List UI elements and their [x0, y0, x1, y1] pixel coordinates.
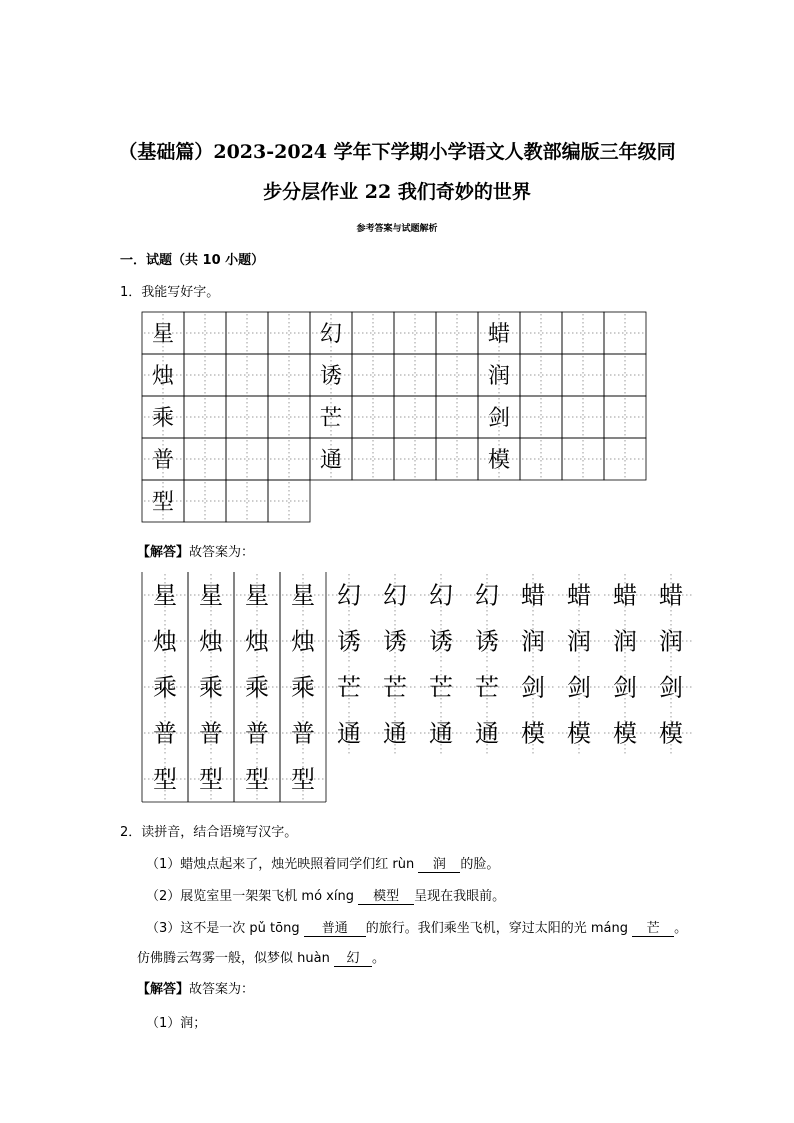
question-2-sentence-2 — [146, 885, 505, 905]
document-title-line-2: 步分层作业 22 我们奇妙的世界 — [263, 181, 531, 203]
sentence-text: 仿佛腾云驾雾一般，似梦似 huàn — [137, 951, 334, 966]
document-title-line-1: （基础篇）2023-2024 学年下学期小学语文人教部编版三年级同 — [118, 141, 676, 163]
sentence-text: （3）这不是一次 pǔ tōng — [146, 921, 304, 936]
grid-character: 星 — [151, 321, 175, 347]
answer-blank: 润 — [418, 858, 460, 873]
grid-character: 通 — [337, 719, 361, 748]
answer-tag: 【解答】 — [137, 982, 190, 997]
grid-character: 普 — [199, 719, 223, 748]
grid-character: 模 — [613, 719, 637, 748]
grid-character: 普 — [291, 719, 315, 748]
grid-character: 剑 — [659, 673, 683, 702]
grid-character: 型 — [153, 765, 177, 794]
sentence-text: （2）展览室里一架架飞机 mó xíng — [146, 889, 359, 904]
grid-character: 诱 — [383, 627, 407, 656]
grid-character: 乘 — [291, 673, 315, 702]
grid-character: 蜡 — [613, 581, 637, 610]
grid-character: 剑 — [567, 673, 591, 702]
grid-character: 通 — [319, 447, 343, 473]
answer-tag: 【解答】 — [137, 545, 190, 560]
grid-character: 星 — [153, 581, 177, 610]
grid-character: 通 — [383, 719, 407, 748]
grid-character: 乘 — [151, 405, 175, 431]
grid-character: 润 — [521, 627, 545, 656]
grid-character: 通 — [429, 719, 453, 748]
grid-character: 乘 — [245, 673, 269, 702]
sentence-text: （1）蜡烛点起来了，烛光映照着同学们红 rùn — [146, 857, 419, 872]
grid-character: 普 — [153, 719, 177, 748]
grid-character: 芒 — [337, 673, 361, 702]
grid-character: 幻 — [429, 581, 453, 610]
grid-character: 幻 — [337, 581, 361, 610]
grid-character: 蜡 — [521, 581, 545, 610]
question-1-prompt: 1．我能写好字。 — [120, 285, 220, 300]
grid-character: 诱 — [319, 363, 343, 389]
question-2-answer-1: （1）润； — [146, 1016, 207, 1031]
grid-character: 型 — [291, 765, 315, 794]
grid-character: 星 — [199, 581, 223, 610]
answer-blank: 幻 — [334, 952, 372, 967]
answer-text: 故答案为： — [189, 545, 255, 560]
answer-text: 故答案为： — [189, 982, 255, 997]
answer-blank: 模型 — [358, 890, 414, 905]
document-subtitle: 参考答案与试题解析 — [356, 224, 438, 234]
grid-character: 模 — [487, 447, 511, 473]
grid-character: 润 — [567, 627, 591, 656]
grid-character: 普 — [151, 447, 175, 473]
answer-blank: 芒 — [632, 922, 674, 937]
question-2-answer-label — [137, 978, 254, 997]
grid-character: 模 — [659, 719, 683, 748]
grid-character: 蜡 — [567, 581, 591, 610]
grid-character: 烛 — [199, 627, 223, 656]
grid-character: 乘 — [199, 673, 223, 702]
question-1-answer-label — [137, 541, 254, 560]
grid-character: 芒 — [475, 673, 499, 702]
grid-character: 诱 — [429, 627, 453, 656]
grid-character: 幻 — [319, 321, 343, 347]
question-2-sentence-3 — [146, 917, 687, 937]
question-2-sentence-3-continued — [137, 947, 385, 967]
grid-character: 剑 — [487, 405, 511, 431]
grid-character: 乘 — [153, 673, 177, 702]
grid-character: 型 — [199, 765, 223, 794]
grid-character: 芒 — [319, 405, 343, 431]
grid-character: 蜡 — [487, 321, 511, 347]
grid-character: 芒 — [429, 673, 453, 702]
grid-character: 剑 — [521, 673, 545, 702]
sentence-text: 。 — [674, 921, 688, 936]
grid-character: 润 — [659, 627, 683, 656]
sentence-text: 。 — [371, 951, 385, 966]
grid-character: 幻 — [475, 581, 499, 610]
grid-character: 剑 — [613, 673, 637, 702]
grid-character: 烛 — [291, 627, 315, 656]
grid-character: 型 — [151, 489, 175, 515]
answer-blank: 普通 — [304, 922, 366, 937]
grid-character: 润 — [487, 363, 511, 389]
grid-character: 润 — [613, 627, 637, 656]
grid-character: 模 — [567, 719, 591, 748]
grid-character: 普 — [245, 719, 269, 748]
grid-character: 烛 — [245, 627, 269, 656]
sentence-text: 呈现在我眼前。 — [414, 889, 506, 904]
grid-character: 蜡 — [659, 581, 683, 610]
question-2-sentence-1 — [146, 853, 499, 873]
grid-character: 芒 — [383, 673, 407, 702]
grid-character: 通 — [475, 719, 499, 748]
sentence-text: 的旅行。我们乘坐飞机，穿过太阳的光 máng — [365, 921, 633, 936]
grid-character: 诱 — [337, 627, 361, 656]
grid-character: 模 — [521, 719, 545, 748]
question-2-prompt: 2．读拼音，结合语境写汉字。 — [120, 825, 298, 840]
section-heading: 一．试题（共 10 小题） — [120, 253, 265, 268]
grid-character: 烛 — [151, 363, 175, 389]
sentence-text: 的脸。 — [460, 857, 500, 872]
grid-character: 型 — [245, 765, 269, 794]
grid-character: 诱 — [475, 627, 499, 656]
grid-character: 幻 — [383, 581, 407, 610]
grid-character: 星 — [245, 581, 269, 610]
grid-character: 烛 — [153, 627, 177, 656]
grid-character: 星 — [291, 581, 315, 610]
